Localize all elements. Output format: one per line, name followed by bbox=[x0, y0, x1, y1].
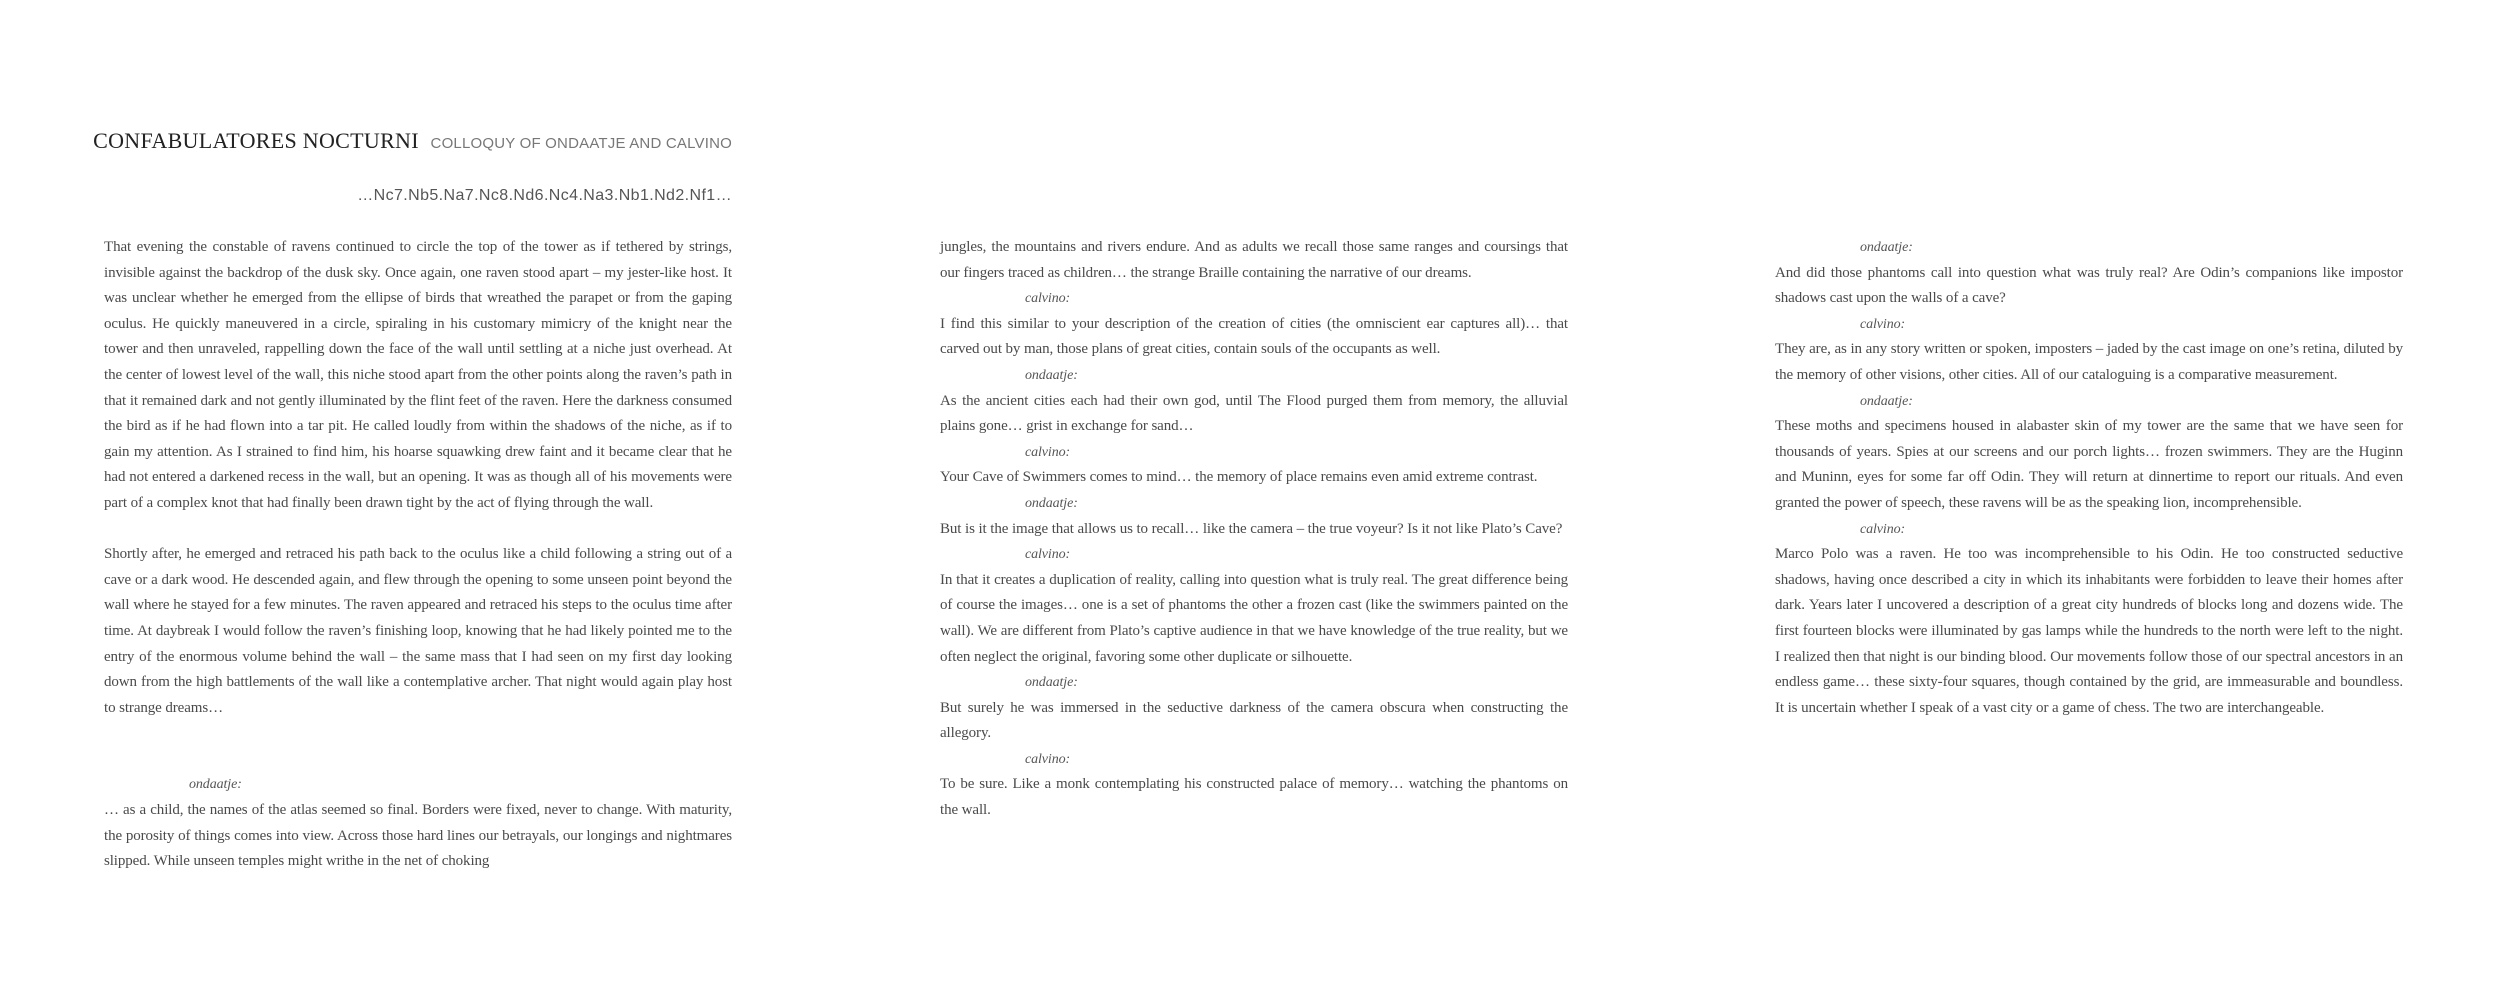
paragraph-spacer bbox=[104, 517, 732, 543]
speaker-label: ondaatje: bbox=[1025, 495, 1078, 511]
chess-move-sequence: …Nc7.Nb5.Na7.Nc8.Nd6.Nc4.Na3.Nb1.Nd2.Nf1… bbox=[357, 187, 732, 204]
speaker-label: ondaatje: bbox=[1025, 675, 1078, 691]
dialogue-paragraph: Marco Polo was a raven. He too was incomprehensible to his Odin. He too constructed seductive shadows, having once described a city in which its inhabitants were forbidden to leave their homes after dark. Years later I uncovered a description of a great city hundreds of blocks long and dozens wide. The first fourteen blocks were illuminated by gas lamps while the hundreds to the north were left to the night. I realized then that night is our binding blood. Our movements follow those of our spectral ancestors in an endless game… these sixty-four squares, though contained by the grid, are immeasurable and boundless. It is uncertain whether I speak of a vast city or a game of chess. The two are interchangeable. bbox=[1775, 546, 2403, 716]
paragraph: That evening the constable of ravens continued to circle the top of the tower as if tethered by strings, invisible against the backdrop of the dusk sky. Once again, one raven stood apart – my jester-like host. It was unclear whether he emerged from the ellipse of birds that wreathed the parapet or from the gaping oculus. He quickly maneuvered in a circle, spiraling in his customary mimicry of the knight near the tower and then unraveled, rappelling down the face of the wall until settling at a niche just overhead. At the center of lowest level of the wall, this niche stood apart from the other points along the raven’s path in that it remained dark and not gently illuminated by the flint feet of the raven. Here the darkness consumed the bird as if he had flown into a tar pit. He called loudly from within the shadows of the niche, as if to gain my attention. As I strained to find him, his hoarse squawking drew faint and it became clear that he had not entered a darkened recess in the wall, but an opening. It was as though all of his movements were part of a complex knot that had finally been drawn tight by the act of flying through the wall. bbox=[104, 239, 732, 511]
dialogue-paragraph: In that it creates a duplication of reality, calling into question what is truly real. The great difference being of course the images… one is a set of phantoms the other a frozen cast (like the swimmers painted on the wall). We are different from Plato’s captive audience in that we have knowledge of the true reality, but we often neglect the original, favoring some other duplicate or silhouette. bbox=[940, 571, 1568, 665]
paragraph-spacer bbox=[104, 747, 732, 773]
speaker-label: calvino: bbox=[1860, 521, 1906, 537]
dialogue-paragraph: I find this similar to your description of the creation of cities (the omniscient ear captures all)… that carved out by man, those plans of great cities, contain souls of the occupants as well. bbox=[940, 315, 1568, 358]
dialogue-paragraph: But is it the image that allows us to recall… like the camera – the true voyeur? Is it not like Plato’s Cave? bbox=[940, 520, 1563, 537]
paragraph: Shortly after, he emerged and retraced his path back to the oculus like a child following a string out of a cave or a dark wood. He descended again, and flew through the opening to some unseen point beyond the wall where he stayed for a few minutes. The raven appeared and retraced his steps to the oculus time after time. At daybreak I would follow the raven’s finishing loop, knowing that he had likely pointed me to the entry of the enormous volume behind the wall – the same mass that I had seen on my first day looking down from the high battlements of the wall like a contemplative archer. That night would again play host to strange dreams… bbox=[104, 546, 732, 716]
dialogue-paragraph: These moths and specimens housed in alabaster skin of my tower are the same that we have seen for thousands of years. Spies at our screens and our porch lights… frozen swimmers. They are the Huginn and Muninn, eyes for some far off Odin. They will return at dinnertime to report our rituals. And even granted the power of speech, these ravens will be as the speaking lion, incomprehensible. bbox=[1775, 418, 2403, 511]
column-3 bbox=[1775, 235, 2403, 721]
speaker-label: calvino: bbox=[1025, 751, 1071, 767]
speaker-label: calvino: bbox=[1025, 291, 1071, 307]
column-1-body bbox=[104, 235, 732, 875]
page-subtitle: COLLOQUY OF ONDAATJE AND CALVINO bbox=[430, 135, 732, 152]
speaker-label: calvino: bbox=[1025, 444, 1071, 460]
paragraph-spacer bbox=[104, 721, 732, 747]
dialogue-paragraph: To be sure. Like a monk contemplating his constructed palace of memory… watching the phantoms on the wall. bbox=[940, 776, 1568, 819]
speaker-label: calvino: bbox=[1025, 547, 1071, 563]
dialogue-paragraph: Your Cave of Swimmers comes to mind… the memory of place remains even amid extreme contrast. bbox=[940, 469, 1538, 486]
speaker-label: ondaatje: bbox=[189, 777, 242, 793]
dialogue-paragraph: They are, as in any story written or spoken, imposters – jaded by the cast image on one’s retina, diluted by the memory of other visions, other cities. All of our cataloguing is a comparative measurement. bbox=[1775, 341, 2403, 383]
title-line bbox=[93, 128, 732, 158]
speaker-label: ondaatje: bbox=[1025, 367, 1078, 383]
speaker-label: ondaatje: bbox=[1860, 240, 1913, 255]
dialogue-paragraph: … as a child, the names of the atlas seemed so final. Borders were fixed, never to change. With maturity, the porosity of things comes into view. Across those hard lines our betrayals, our longings and nightmares slipped. While unseen temples might writhe in the net of choking bbox=[104, 802, 732, 870]
dialogue-paragraph: As the ancient cities each had their own god, until The Flood purged them from memory, the alluvial plains gone… grist in exchange for sand… bbox=[940, 392, 1568, 435]
dialogue-paragraph: But surely he was immersed in the seductive darkness of the camera obscura when constructing the allegory. bbox=[940, 699, 1568, 742]
page-title: CONFABULATORES NOCTURNI bbox=[93, 128, 419, 153]
dialogue-paragraph: And did those phantoms call into question what was truly real? Are Odin’s companions like impostor shadows cast upon the walls of a cave? bbox=[1775, 264, 2403, 307]
speaker-label: calvino: bbox=[1860, 316, 1906, 332]
speaker-label: ondaatje: bbox=[1860, 393, 1913, 409]
column-2 bbox=[940, 235, 1568, 824]
dialogue-paragraph: jungles, the mountains and rivers endure. And as adults we recall those same ranges and coursings that our fingers traced as children… the strange Braille containing the narrative of our dreams. bbox=[940, 239, 1568, 281]
